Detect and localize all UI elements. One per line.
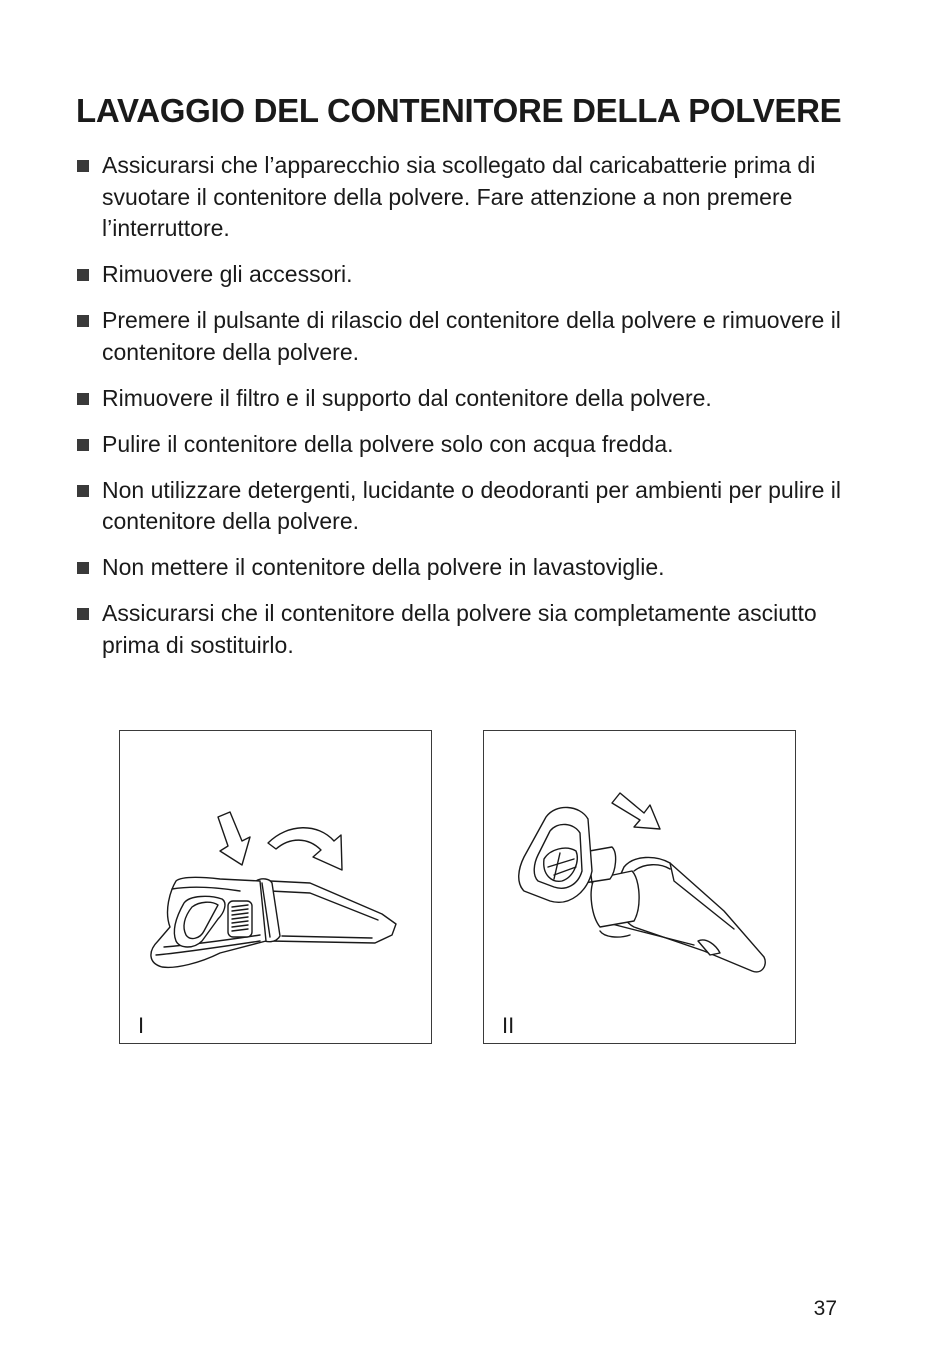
figure-label: II [502, 1013, 515, 1038]
list-item [76, 259, 866, 291]
list-item-text: Pulire il contenitore della polvere solo con acqua fredda. [102, 430, 674, 457]
bullet-square-icon [77, 562, 89, 574]
list-item [76, 429, 866, 461]
figure-1 [119, 730, 432, 1044]
bullet-square-icon [77, 269, 89, 281]
vacuum-release-illustration [120, 731, 430, 1042]
list-item-text: Premere il pulsante di rilascio del contenitore della polvere e rimuovere il contenitore della polvere. [102, 307, 841, 365]
list-item [76, 598, 866, 661]
list-item-text: Non mettere il contenitore della polvere in lavastoviglie. [102, 554, 665, 580]
bullet-square-icon [77, 393, 89, 405]
bullet-square-icon [77, 160, 89, 172]
bullet-square-icon [77, 439, 89, 451]
page-number: 37 [813, 1297, 837, 1320]
filter-removal-illustration [484, 731, 794, 1042]
list-item [76, 150, 866, 245]
bullet-square-icon [77, 315, 89, 327]
figure-label: I [138, 1013, 145, 1038]
instruction-list [76, 150, 866, 676]
list-item [76, 475, 866, 538]
list-item [76, 305, 866, 368]
bullet-square-icon [77, 485, 89, 497]
list-item-text: Assicurarsi che l’apparecchio sia scollegato dal caricabatterie prima di svuotare il contenitore della polvere. Fare attenzione a non premere l’interruttore. [102, 152, 816, 241]
list-item [76, 383, 866, 415]
figure-2 [483, 730, 796, 1044]
page-title: LAVAGGIO DEL CONTENITORE DELLA POLVERE [76, 92, 842, 129]
list-item-text: Rimuovere il filtro e il supporto dal contenitore della polvere. [102, 384, 712, 411]
list-item-text: Rimuovere gli accessori. [102, 261, 353, 287]
list-item [76, 552, 866, 584]
list-item-text: Non utilizzare detergenti, lucidante o deodoranti per ambienti per pulire il contenitore della polvere. [102, 476, 841, 534]
bullet-square-icon [77, 608, 89, 620]
list-item-text: Assicurarsi che il contenitore della polvere sia completamente asciutto prima di sostituirlo. [102, 600, 817, 658]
